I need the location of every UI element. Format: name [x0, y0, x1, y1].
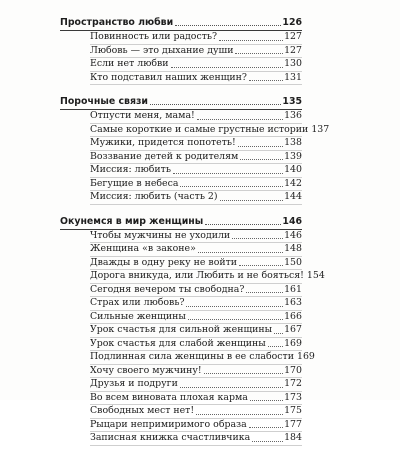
dot-leader: [232, 238, 283, 239]
dot-leader: [173, 173, 283, 174]
entry-page-number: 150: [284, 256, 302, 268]
entry-page-number: 130: [284, 58, 302, 69]
toc-entry: [90, 45, 302, 59]
dot-leader: [252, 441, 283, 442]
toc-entry: [90, 405, 302, 419]
entry-page-number: 172: [284, 378, 302, 389]
entry-title: Друзья и подруги: [90, 378, 178, 389]
section-entries: [90, 229, 325, 446]
section-page-number: 135: [282, 96, 302, 107]
entry-title: Мужики, придется попотеть!: [90, 137, 236, 148]
entry-title: Сильные женщины: [90, 310, 186, 322]
toc-entry: [90, 230, 302, 244]
dot-leader: [268, 346, 283, 347]
dot-leader: [205, 224, 281, 225]
dot-leader: [175, 25, 281, 26]
dot-leader: [150, 104, 281, 105]
entry-page-number: 169: [296, 351, 315, 362]
toc-section: [60, 17, 302, 85]
entry-title: Воззвание детей к родителям: [90, 150, 239, 162]
section-title: Пространство любви: [60, 17, 174, 28]
section-title: Порочные связи: [60, 96, 148, 107]
dot-leader: [196, 414, 283, 415]
toc-entry: [90, 257, 302, 271]
entry-title: Женщина «в законе»: [90, 243, 196, 254]
dot-leader: [180, 186, 283, 187]
entry-page-number: 173: [284, 391, 302, 403]
toc-entry: [90, 365, 302, 379]
dot-leader: [249, 427, 283, 428]
entry-page-number: 154: [306, 270, 325, 281]
entry-title: Свободных мест нет!: [90, 405, 195, 416]
toc-section: [60, 96, 330, 205]
entry-title: Миссия: любить: [90, 164, 171, 175]
entry-title: Сегодня вечером ты свободна?: [90, 283, 245, 295]
dot-leader: [186, 306, 283, 307]
entry-title: Если нет любви: [90, 58, 169, 69]
entry-page-number: 148: [284, 243, 302, 254]
entry-title: Дорога вникуда, или Любить и не бояться!: [90, 270, 304, 281]
toc-entry: [90, 432, 302, 446]
dot-leader: [188, 319, 283, 320]
toc-entry: [90, 351, 315, 365]
entry-title: Повинность или радость?: [90, 31, 218, 42]
dot-leader: [235, 53, 283, 54]
toc-entry: [90, 58, 302, 72]
toc-entry: [90, 178, 302, 192]
entry-page-number: 184: [284, 432, 302, 443]
entry-page-number: 146: [284, 229, 302, 241]
entry-title: Самые короткие и самые грустные истории: [90, 123, 309, 135]
entry-title: Хочу своего мужчину!: [90, 364, 202, 376]
toc-entry: [90, 123, 330, 138]
entry-page-number: 161: [284, 283, 302, 295]
toc-section: [60, 215, 325, 446]
entry-page-number: 138: [284, 137, 302, 148]
entry-page-number: 175: [284, 405, 302, 416]
toc-entry: [90, 297, 302, 311]
entry-title: Любовь — это дыхание души: [90, 44, 234, 56]
entry-page-number: 166: [284, 310, 302, 322]
entry-title: Бегущие в небеса: [90, 177, 179, 189]
table-of-contents: [60, 17, 330, 457]
entry-title: Записная книжка счастливчика: [90, 432, 251, 443]
entry-title: Во всем виновата плохая карма: [90, 391, 248, 403]
entry-page-number: 137: [311, 123, 330, 135]
dot-leader: [219, 40, 283, 41]
entry-title: Подлинная сила женщины в ее слабости: [90, 351, 294, 362]
entry-title: Дважды в одну реку не войти: [90, 256, 238, 268]
toc-entry: [90, 270, 325, 284]
toc-entry: [90, 324, 302, 338]
entry-page-number: 131: [284, 71, 302, 83]
toc-entry: [90, 151, 302, 165]
toc-entry: [90, 284, 302, 298]
entry-title: Отпусти меня, мама!: [90, 110, 195, 121]
section-page-number: 146: [282, 215, 302, 227]
toc-entry: [90, 191, 302, 205]
section-entries: [90, 31, 302, 85]
toc-entry: [90, 338, 302, 352]
entry-page-number: 144: [284, 191, 302, 202]
toc-entry: [90, 110, 302, 124]
dot-leader: [250, 400, 283, 401]
dot-leader: [239, 265, 283, 266]
toc-entry: [90, 243, 302, 257]
toc-entry: [90, 311, 302, 325]
dot-leader: [197, 119, 283, 120]
entry-title: Чтобы мужчины не уходили: [90, 229, 231, 241]
entry-page-number: 142: [284, 177, 302, 189]
entry-page-number: 140: [284, 164, 302, 175]
entry-title: Рыцари непримиримого образа: [90, 418, 247, 430]
entry-page-number: 170: [284, 364, 302, 376]
dot-leader: [198, 252, 283, 253]
section-heading: [60, 96, 302, 110]
entry-title: Миссия: любить (часть 2): [90, 191, 218, 202]
entry-page-number: 136: [284, 110, 302, 121]
entry-title: Урок счастья для сильной женщины: [90, 324, 273, 335]
dot-leader: [220, 200, 284, 201]
entry-title: Страх или любовь?: [90, 297, 185, 308]
toc-entry: [90, 137, 302, 151]
entry-page-number: 169: [284, 337, 302, 349]
entry-title: Кто подставил наших женщин?: [90, 71, 247, 83]
toc-entry: [90, 392, 302, 406]
dot-leader: [240, 159, 283, 160]
entry-page-number: 163: [284, 297, 302, 308]
section-heading: [60, 216, 302, 230]
dot-leader: [246, 292, 283, 293]
dot-leader: [238, 146, 283, 147]
section-page-number: 126: [282, 17, 302, 28]
toc-entry: [90, 419, 302, 433]
entry-title: Урок счастья для слабой женщины: [90, 337, 266, 349]
entry-page-number: 177: [284, 418, 302, 430]
toc-entry: [90, 31, 302, 45]
dot-leader: [249, 80, 283, 81]
dot-leader: [274, 333, 283, 334]
dot-leader: [180, 387, 283, 388]
dot-leader: [204, 373, 283, 374]
entry-page-number: 127: [284, 31, 302, 42]
entry-page-number: 167: [284, 324, 302, 335]
entry-page-number: 127: [284, 44, 302, 56]
toc-entry: [90, 164, 302, 178]
section-title: Окунемся в мир женщины: [60, 215, 204, 227]
toc-entry: [90, 378, 302, 392]
section-entries: [90, 110, 330, 205]
entry-page-number: 139: [284, 150, 302, 162]
section-heading: [60, 17, 302, 31]
toc-entry: [90, 72, 302, 86]
dot-leader: [171, 67, 284, 68]
